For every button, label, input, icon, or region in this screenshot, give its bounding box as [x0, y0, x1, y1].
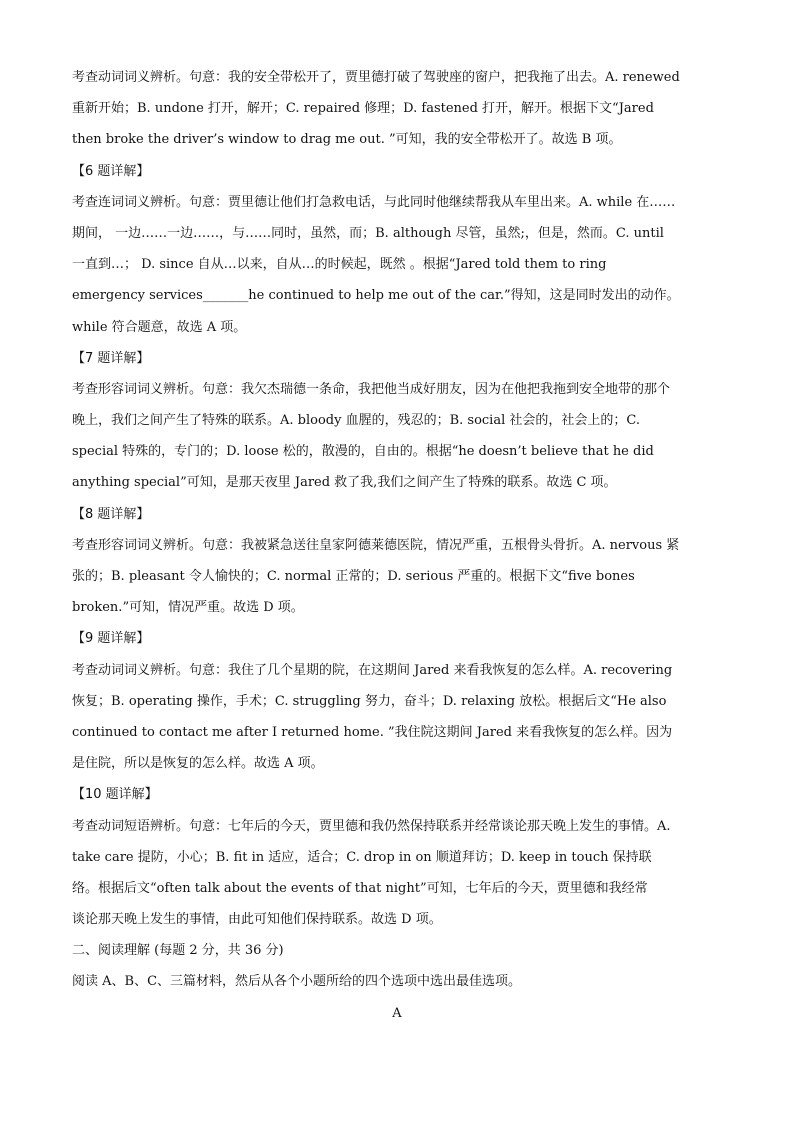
text-line-9: while 符合题意，故选 A 项。	[72, 319, 247, 335]
section-heading-9: 【9 题详解】	[72, 631, 150, 647]
text-line-11: 考查形容词词义辨析。句意：我欠杰瑞德一条命，我把他当成好朋友，因为在他把我拖到安全地带的那个	[72, 381, 671, 397]
section-heading-10: 【10 题详解】	[72, 787, 158, 803]
text-line-6: 期间， 一边……一边……，与……同时，虽然，而；B. although 尽管，虽然;，但是，然而。C. until	[72, 225, 664, 241]
text-line-25: 考查动词短语辨析。句意：七年后的今天，贾里德和我仍然保持联系并经常谈论那天晚上发生的事情。A.	[72, 818, 671, 834]
text-line-1: 考查动词词义辨析。句意：我的安全带松开了，贾里德打破了驾驶座的窗户，把我拖了出去。A. renewed	[72, 70, 680, 85]
section-heading-7: 【7 题详解】	[72, 350, 150, 366]
text-line-3: then broke the driver’s window to drag me out. ”可知，我的安全带松开了。故选 B 项。	[72, 132, 622, 148]
text-line-7: 一直到…； D. since 自从…以来，自从…的时候起，既然 。根据“Jared told them to ring	[72, 257, 607, 273]
text-line-27: 络。根据后文“often talk about the events of that night”可知，七年后的今天，贾里德和我经常	[72, 880, 648, 896]
text-line-8: emergency services_______he continued to help me out of the car.”得知，这是同时发出的动作。	[72, 288, 680, 304]
document-page	[72, 62, 722, 1029]
section-heading-8: 【8 题详解】	[72, 506, 150, 522]
text-line-28: 谈论那天晚上发生的事情，由此可知他们保持联系。故选 D 项。	[72, 912, 442, 928]
section-heading-6: 【6 题详解】	[72, 163, 150, 179]
text-line-20: 考查动词词义辨析。句意：我住了几个星期的院，在这期间 Jared 来看我恢复的怎么样。A. recovering	[72, 662, 673, 678]
part-two-title: 二、阅读理解 (每题 2 分，共 36 分)	[72, 943, 284, 959]
text-line-21: 恢复；B. operating 操作，手术；C. struggling 努力，奋斗；D. relaxing 放松。根据后文“He also	[72, 693, 667, 709]
passage-label-a: A	[392, 1005, 402, 1021]
text-line-17: 张的；B. pleasant 令人愉快的；C. normal 正常的；D. serious 严重的。根据下文“five bones	[72, 569, 635, 584]
text-line-23: 是住院，所以是恢复的怎么样。故选 A 项。	[72, 756, 324, 772]
text-line-2: 重新开始；B. undone 打开，解开；C. repaired 修理；D. fastened 打开，解开。根据下文“Jared	[72, 101, 654, 117]
text-line-16: 考查形容词词义辨析。句意：我被紧急送往皇家阿德莱德医院，情况严重，五根骨头骨折。A. nervous 紧	[72, 537, 680, 553]
reading-instructions: 阅读 A、B、C、三篇材料，然后从各个小题所给的四个选项中选出最佳选项。	[72, 974, 522, 990]
text-line-13: special 特殊的，专门的；D. loose 松的，散漫的，自由的。根据“he doesn’t believe that he did	[72, 444, 654, 460]
text-line-26: take care 提防，小心；B. fit in 适应，适合；C. drop in on 顺道拜访；D. keep in touch 保持联	[72, 849, 652, 865]
text-line-18: broken.”可知，情况严重。故选 D 项。	[72, 600, 304, 616]
text-line-22: continued to contact me after I returned home. ”我住院这期间 Jared 来看我恢复的怎么样。因为	[72, 724, 673, 740]
text-line-12: 晚上，我们之间产生了特殊的联系。A. bloody 血腥的，残忍的；B. social 社会的，社会上的；C.	[72, 413, 640, 429]
text-line-5: 考查连词词义辨析。句意：贾里德让他们打急救电话，与此同时他继续帮我从车里出来。A. while 在……	[72, 194, 676, 210]
text-line-14: anything special”可知，是那天夜里 Jared 救了我,我们之间产生了特殊的联系。故选 C 项。	[72, 475, 617, 491]
